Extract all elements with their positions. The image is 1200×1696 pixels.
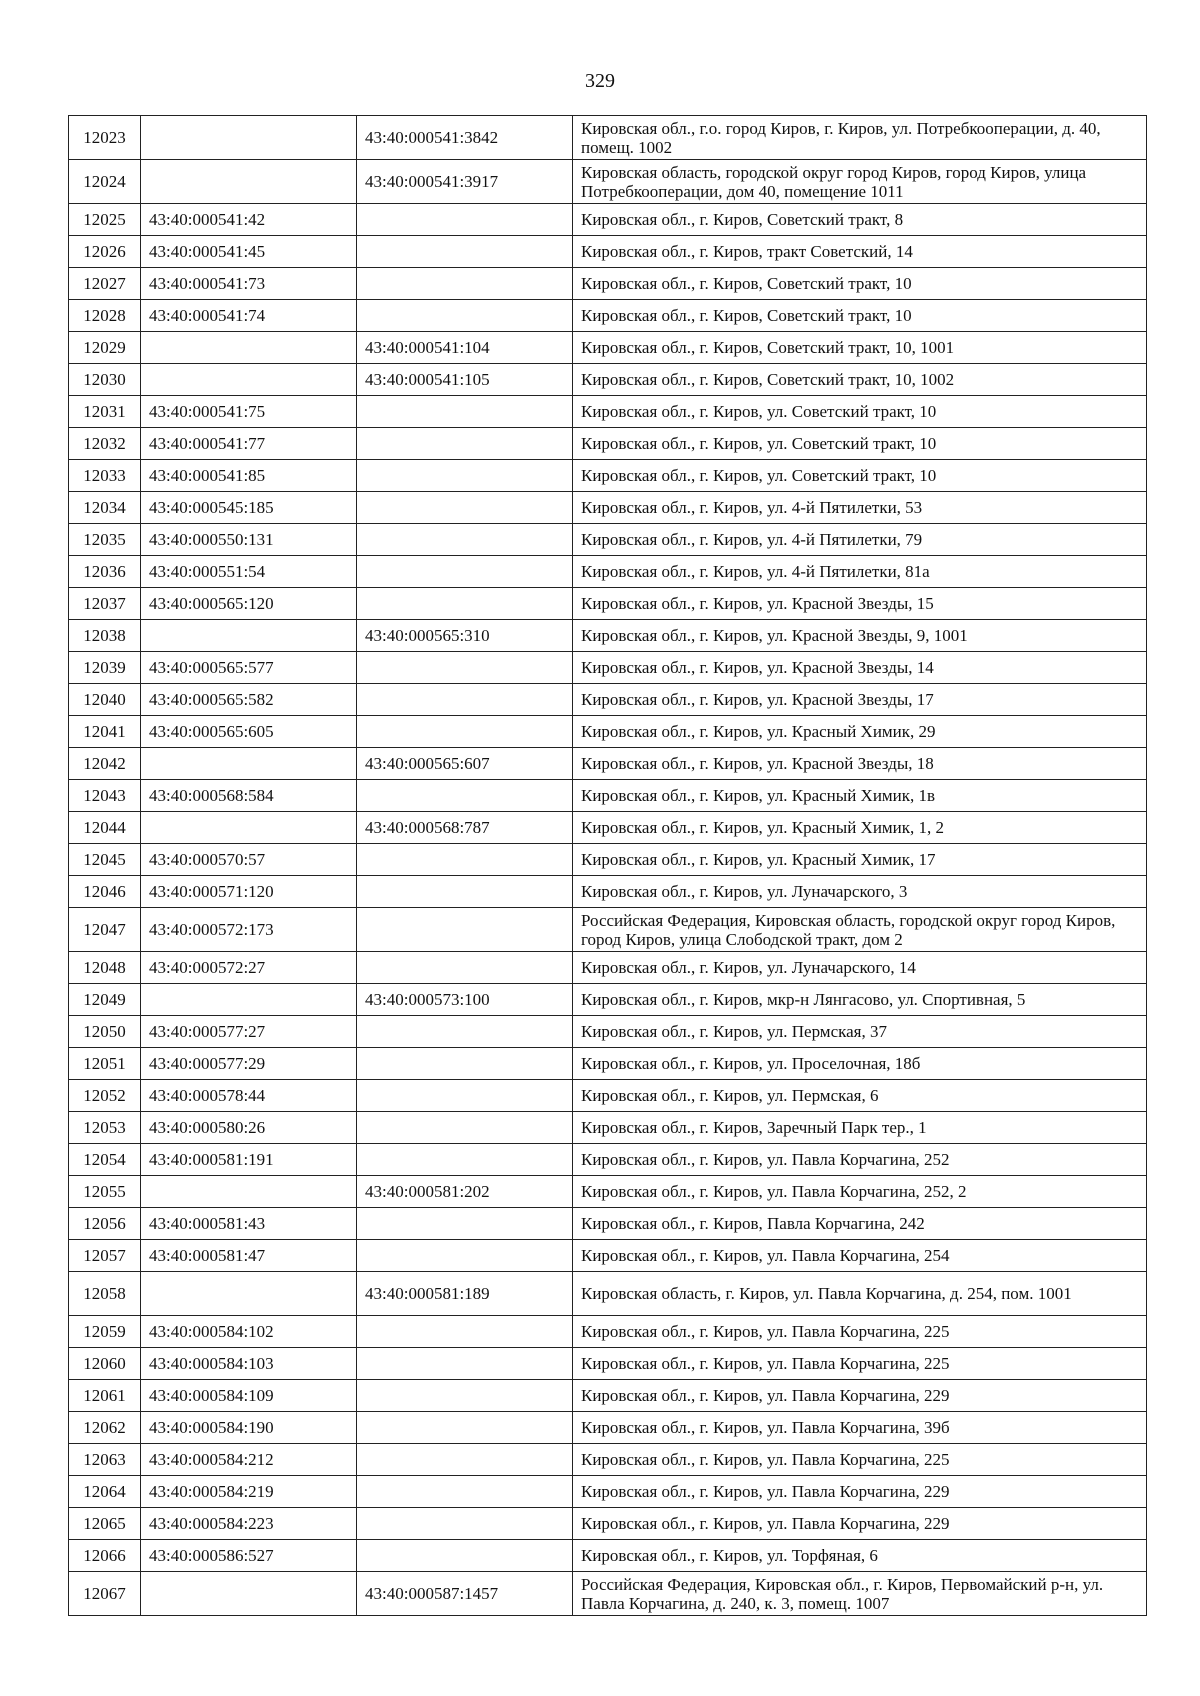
land-cadastral-number: [141, 1572, 357, 1616]
address-cell: Кировская обл., г. Киров, ул. Павла Корчагина, 254: [573, 1240, 1147, 1272]
table-row: [69, 908, 1147, 952]
table-row: [69, 160, 1147, 204]
row-number: 12039: [69, 652, 141, 684]
row-number: 12049: [69, 984, 141, 1016]
row-number: 12058: [69, 1272, 141, 1316]
land-cadastral-number: [141, 620, 357, 652]
object-cadastral-number: 43:40:000573:100: [357, 984, 573, 1016]
table-row: [69, 236, 1147, 268]
table-row: [69, 428, 1147, 460]
address-cell: Кировская обл., г. Киров, ул. Красной Звезды, 14: [573, 652, 1147, 684]
table-row: [69, 684, 1147, 716]
object-cadastral-number: [357, 1240, 573, 1272]
row-number: 12045: [69, 844, 141, 876]
object-cadastral-number: [357, 1380, 573, 1412]
address-cell: Кировская обл., г. Киров, ул. Пермская, 37: [573, 1016, 1147, 1048]
row-number: 12037: [69, 588, 141, 620]
land-cadastral-number: 43:40:000565:577: [141, 652, 357, 684]
row-number: 12042: [69, 748, 141, 780]
table-row: [69, 1572, 1147, 1616]
land-cadastral-number: 43:40:000586:527: [141, 1540, 357, 1572]
land-cadastral-number: 43:40:000584:219: [141, 1476, 357, 1508]
table-row: [69, 268, 1147, 300]
object-cadastral-number: [357, 300, 573, 332]
table-row: [69, 984, 1147, 1016]
object-cadastral-number: [357, 396, 573, 428]
row-number: 12067: [69, 1572, 141, 1616]
land-cadastral-number: [141, 364, 357, 396]
land-cadastral-number: 43:40:000584:212: [141, 1444, 357, 1476]
land-cadastral-number: 43:40:000578:44: [141, 1080, 357, 1112]
address-cell: Кировская обл., г. Киров, ул. 4-й Пятилетки, 81а: [573, 556, 1147, 588]
table-row: [69, 1316, 1147, 1348]
land-cadastral-number: 43:40:000565:120: [141, 588, 357, 620]
table-row: [69, 364, 1147, 396]
row-number: 12052: [69, 1080, 141, 1112]
object-cadastral-number: 43:40:000581:189: [357, 1272, 573, 1316]
table-row: [69, 1048, 1147, 1080]
row-number: 12066: [69, 1540, 141, 1572]
address-cell: Кировская обл., г. Киров, ул. Павла Корчагина, 252: [573, 1144, 1147, 1176]
table-row: [69, 748, 1147, 780]
object-cadastral-number: 43:40:000565:607: [357, 748, 573, 780]
object-cadastral-number: [357, 588, 573, 620]
row-number: 12040: [69, 684, 141, 716]
row-number: 12038: [69, 620, 141, 652]
land-cadastral-number: 43:40:000568:584: [141, 780, 357, 812]
land-cadastral-number: 43:40:000541:77: [141, 428, 357, 460]
land-cadastral-number: 43:40:000572:27: [141, 952, 357, 984]
table-row: [69, 1444, 1147, 1476]
land-cadastral-number: 43:40:000550:131: [141, 524, 357, 556]
address-cell: Российская Федерация, Кировская область, городской округ город Киров, город Киров, улица Слободской тракт, дом 2: [573, 908, 1147, 952]
land-cadastral-number: 43:40:000541:74: [141, 300, 357, 332]
object-cadastral-number: [357, 1348, 573, 1380]
address-cell: Кировская обл., г. Киров, ул. 4-й Пятилетки, 53: [573, 492, 1147, 524]
object-cadastral-number: 43:40:000541:3842: [357, 116, 573, 160]
row-number: 12033: [69, 460, 141, 492]
land-cadastral-number: 43:40:000541:42: [141, 204, 357, 236]
address-cell: Кировская обл., г. Киров, ул. Красный Химик, 1, 2: [573, 812, 1147, 844]
object-cadastral-number: [357, 1508, 573, 1540]
land-cadastral-number: 43:40:000541:73: [141, 268, 357, 300]
table-row: [69, 1540, 1147, 1572]
row-number: 12025: [69, 204, 141, 236]
land-cadastral-number: 43:40:000572:173: [141, 908, 357, 952]
address-cell: Кировская обл., г. Киров, Советский тракт, 8: [573, 204, 1147, 236]
table-row: [69, 620, 1147, 652]
object-cadastral-number: [357, 1048, 573, 1080]
row-number: 12030: [69, 364, 141, 396]
row-number: 12046: [69, 876, 141, 908]
object-cadastral-number: [357, 716, 573, 748]
row-number: 12036: [69, 556, 141, 588]
row-number: 12031: [69, 396, 141, 428]
object-cadastral-number: [357, 268, 573, 300]
table-row: [69, 204, 1147, 236]
row-number: 12044: [69, 812, 141, 844]
address-cell: Кировская обл., г. Киров, ул. Красной Звезды, 18: [573, 748, 1147, 780]
land-cadastral-number: 43:40:000584:223: [141, 1508, 357, 1540]
registry-table-body: [69, 116, 1147, 1616]
land-cadastral-number: 43:40:000571:120: [141, 876, 357, 908]
land-cadastral-number: 43:40:000584:102: [141, 1316, 357, 1348]
object-cadastral-number: 43:40:000541:3917: [357, 160, 573, 204]
land-cadastral-number: [141, 160, 357, 204]
address-cell: Кировская обл., г. Киров, ул. Пермская, 6: [573, 1080, 1147, 1112]
address-cell: Кировская обл., г. Киров, Советский тракт, 10, 1001: [573, 332, 1147, 364]
table-row: [69, 1508, 1147, 1540]
table-row: [69, 332, 1147, 364]
address-cell: Кировская обл., г. Киров, ул. Проселочная, 18б: [573, 1048, 1147, 1080]
table-row: [69, 844, 1147, 876]
address-cell: Кировская обл., г. Киров, ул. Красной Звезды, 15: [573, 588, 1147, 620]
row-number: 12057: [69, 1240, 141, 1272]
row-number: 12063: [69, 1444, 141, 1476]
object-cadastral-number: [357, 236, 573, 268]
table-row: [69, 588, 1147, 620]
row-number: 12041: [69, 716, 141, 748]
object-cadastral-number: 43:40:000541:105: [357, 364, 573, 396]
object-cadastral-number: [357, 1540, 573, 1572]
row-number: 12035: [69, 524, 141, 556]
object-cadastral-number: [357, 1016, 573, 1048]
address-cell: Кировская обл., г. Киров, Советский тракт, 10: [573, 300, 1147, 332]
address-cell: Кировская обл., г. Киров, мкр-н Лянгасово, ул. Спортивная, 5: [573, 984, 1147, 1016]
land-cadastral-number: 43:40:000577:29: [141, 1048, 357, 1080]
object-cadastral-number: [357, 1476, 573, 1508]
object-cadastral-number: [357, 1316, 573, 1348]
row-number: 12027: [69, 268, 141, 300]
table-row: [69, 1080, 1147, 1112]
row-number: 12024: [69, 160, 141, 204]
table-row: [69, 812, 1147, 844]
row-number: 12062: [69, 1412, 141, 1444]
address-cell: Кировская обл., г. Киров, Советский тракт, 10: [573, 268, 1147, 300]
object-cadastral-number: 43:40:000568:787: [357, 812, 573, 844]
row-number: 12056: [69, 1208, 141, 1240]
land-cadastral-number: [141, 332, 357, 364]
address-cell: Кировская обл., г. Киров, ул. Красный Химик, 17: [573, 844, 1147, 876]
table-row: [69, 1476, 1147, 1508]
table-row: [69, 556, 1147, 588]
land-cadastral-number: [141, 812, 357, 844]
land-cadastral-number: [141, 1176, 357, 1208]
row-number: 12060: [69, 1348, 141, 1380]
address-cell: Кировская обл., г. Киров, ул. Торфяная, 6: [573, 1540, 1147, 1572]
table-row: [69, 1112, 1147, 1144]
table-row: [69, 1380, 1147, 1412]
land-cadastral-number: [141, 116, 357, 160]
address-cell: Кировская обл., г. Киров, ул. Луначарского, 14: [573, 952, 1147, 984]
address-cell: Кировская обл., г. Киров, Заречный Парк тер., 1: [573, 1112, 1147, 1144]
address-cell: Кировская обл., г. Киров, ул. Советский тракт, 10: [573, 396, 1147, 428]
row-number: 12029: [69, 332, 141, 364]
table-row: [69, 116, 1147, 160]
land-cadastral-number: 43:40:000565:605: [141, 716, 357, 748]
object-cadastral-number: 43:40:000565:310: [357, 620, 573, 652]
table-row: [69, 524, 1147, 556]
table-row: [69, 1016, 1147, 1048]
object-cadastral-number: [357, 1112, 573, 1144]
object-cadastral-number: 43:40:000541:104: [357, 332, 573, 364]
address-cell: Кировская обл., г.о. город Киров, г. Киров, ул. Потребкооперации, д. 40, помещ. 1002: [573, 116, 1147, 160]
address-cell: Кировская обл., г. Киров, ул. Павла Корчагина, 225: [573, 1348, 1147, 1380]
table-row: [69, 876, 1147, 908]
land-cadastral-number: 43:40:000541:45: [141, 236, 357, 268]
table-row: [69, 1176, 1147, 1208]
table-row: [69, 1144, 1147, 1176]
land-cadastral-number: 43:40:000545:185: [141, 492, 357, 524]
object-cadastral-number: [357, 1444, 573, 1476]
address-cell: Кировская обл., г. Киров, ул. Красной Звезды, 9, 1001: [573, 620, 1147, 652]
address-cell: Кировская обл., г. Киров, ул. Павла Корчагина, 252, 2: [573, 1176, 1147, 1208]
address-cell: Кировская область, г. Киров, ул. Павла Корчагина, д. 254, пом. 1001: [573, 1272, 1147, 1316]
land-cadastral-number: 43:40:000565:582: [141, 684, 357, 716]
land-cadastral-number: [141, 984, 357, 1016]
row-number: 12055: [69, 1176, 141, 1208]
address-cell: Кировская обл., г. Киров, Советский тракт, 10, 1002: [573, 364, 1147, 396]
land-cadastral-number: 43:40:000570:57: [141, 844, 357, 876]
table-row: [69, 952, 1147, 984]
object-cadastral-number: [357, 876, 573, 908]
object-cadastral-number: [357, 524, 573, 556]
address-cell: Кировская обл., г. Киров, ул. Советский тракт, 10: [573, 460, 1147, 492]
object-cadastral-number: [357, 1080, 573, 1112]
land-cadastral-number: 43:40:000584:190: [141, 1412, 357, 1444]
address-cell: Кировская обл., г. Киров, тракт Советский, 14: [573, 236, 1147, 268]
table-row: [69, 300, 1147, 332]
row-number: 12043: [69, 780, 141, 812]
address-cell: Кировская обл., г. Киров, ул. Павла Корчагина, 225: [573, 1444, 1147, 1476]
page-number: 329: [585, 70, 615, 92]
land-cadastral-number: 43:40:000551:54: [141, 556, 357, 588]
land-cadastral-number: 43:40:000581:43: [141, 1208, 357, 1240]
object-cadastral-number: [357, 684, 573, 716]
land-cadastral-number: 43:40:000577:27: [141, 1016, 357, 1048]
row-number: 12028: [69, 300, 141, 332]
object-cadastral-number: 43:40:000587:1457: [357, 1572, 573, 1616]
land-cadastral-number: 43:40:000581:47: [141, 1240, 357, 1272]
address-cell: Кировская обл., г. Киров, ул. Павла Корчагина, 39б: [573, 1412, 1147, 1444]
row-number: 12048: [69, 952, 141, 984]
address-cell: Кировская обл., г. Киров, ул. 4-й Пятилетки, 79: [573, 524, 1147, 556]
address-cell: Кировская обл., г. Киров, Павла Корчагина, 242: [573, 1208, 1147, 1240]
object-cadastral-number: [357, 460, 573, 492]
land-cadastral-number: 43:40:000581:191: [141, 1144, 357, 1176]
table-row: [69, 396, 1147, 428]
land-cadastral-number: 43:40:000580:26: [141, 1112, 357, 1144]
row-number: 12047: [69, 908, 141, 952]
object-cadastral-number: 43:40:000581:202: [357, 1176, 573, 1208]
address-cell: Кировская обл., г. Киров, ул. Павла Корчагина, 229: [573, 1380, 1147, 1412]
table-row: [69, 780, 1147, 812]
land-cadastral-number: 43:40:000541:75: [141, 396, 357, 428]
address-cell: Кировская обл., г. Киров, ул. Красной Звезды, 17: [573, 684, 1147, 716]
object-cadastral-number: [357, 492, 573, 524]
address-cell: Кировская обл., г. Киров, ул. Луначарского, 3: [573, 876, 1147, 908]
row-number: 12032: [69, 428, 141, 460]
row-number: 12064: [69, 1476, 141, 1508]
row-number: 12053: [69, 1112, 141, 1144]
row-number: 12051: [69, 1048, 141, 1080]
object-cadastral-number: [357, 1412, 573, 1444]
registry-table: [68, 115, 1147, 1616]
row-number: 12065: [69, 1508, 141, 1540]
address-cell: Кировская область, городской округ город Киров, город Киров, улица Потребкооперации, дом 40, помещение 1011: [573, 160, 1147, 204]
object-cadastral-number: [357, 952, 573, 984]
land-cadastral-number: [141, 1272, 357, 1316]
object-cadastral-number: [357, 652, 573, 684]
table-row: [69, 716, 1147, 748]
table-row: [69, 492, 1147, 524]
table-row: [69, 1272, 1147, 1316]
table-row: [69, 1348, 1147, 1380]
address-cell: Кировская обл., г. Киров, ул. Павла Корчагина, 225: [573, 1316, 1147, 1348]
land-cadastral-number: [141, 748, 357, 780]
address-cell: Кировская обл., г. Киров, ул. Советский тракт, 10: [573, 428, 1147, 460]
table-row: [69, 652, 1147, 684]
row-number: 12050: [69, 1016, 141, 1048]
row-number: 12054: [69, 1144, 141, 1176]
address-cell: Кировская обл., г. Киров, ул. Красный Химик, 29: [573, 716, 1147, 748]
row-number: 12026: [69, 236, 141, 268]
object-cadastral-number: [357, 908, 573, 952]
object-cadastral-number: [357, 204, 573, 236]
address-cell: Кировская обл., г. Киров, ул. Павла Корчагина, 229: [573, 1476, 1147, 1508]
row-number: 12023: [69, 116, 141, 160]
object-cadastral-number: [357, 780, 573, 812]
row-number: 12034: [69, 492, 141, 524]
object-cadastral-number: [357, 1208, 573, 1240]
table-row: [69, 1412, 1147, 1444]
address-cell: Российская Федерация, Кировская обл., г. Киров, Первомайский р-н, ул. Павла Корчагина, д. 240, к. 3, помещ. 1007: [573, 1572, 1147, 1616]
object-cadastral-number: [357, 556, 573, 588]
address-cell: Кировская обл., г. Киров, ул. Красный Химик, 1в: [573, 780, 1147, 812]
object-cadastral-number: [357, 1144, 573, 1176]
object-cadastral-number: [357, 844, 573, 876]
row-number: 12059: [69, 1316, 141, 1348]
land-cadastral-number: 43:40:000584:109: [141, 1380, 357, 1412]
address-cell: Кировская обл., г. Киров, ул. Павла Корчагина, 229: [573, 1508, 1147, 1540]
table-row: [69, 460, 1147, 492]
land-cadastral-number: 43:40:000541:85: [141, 460, 357, 492]
table-row: [69, 1240, 1147, 1272]
object-cadastral-number: [357, 428, 573, 460]
table-row: [69, 1208, 1147, 1240]
row-number: 12061: [69, 1380, 141, 1412]
land-cadastral-number: 43:40:000584:103: [141, 1348, 357, 1380]
